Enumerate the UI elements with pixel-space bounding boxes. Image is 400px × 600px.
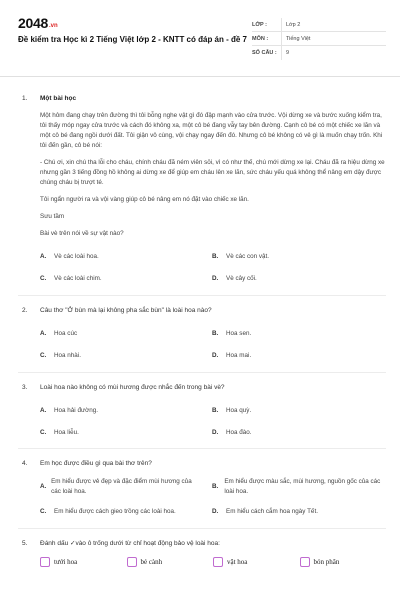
checkbox[interactable] bbox=[40, 557, 50, 567]
option-text: Hoa mai. bbox=[226, 351, 252, 359]
passage-paragraph: - Chú ơi, xin chú tha lỗi cho cháu, chính cháu đã ném viên sỏi, vì có như thế, chú mới dừng xe lại. Cháu đã ra hiệu dừng xe nhưng gần 3 tiếng đồng hồ không ai dừng xe để giúp em cháu lên xe lăn, sức cháu yếu quá không thể nâng em dậy được chúng cháu bị trượt té. bbox=[40, 158, 385, 186]
option-c[interactable] bbox=[40, 504, 212, 520]
option-letter: D. bbox=[212, 275, 219, 283]
option-a[interactable] bbox=[40, 402, 212, 418]
header-left bbox=[18, 10, 250, 45]
meta-row-count bbox=[252, 46, 386, 60]
question-number: 2. bbox=[22, 306, 28, 314]
option-text: Hoa quỳ. bbox=[226, 406, 252, 414]
option-letter: B. bbox=[212, 253, 219, 261]
checkbox[interactable] bbox=[300, 557, 310, 567]
meta-row-subject bbox=[252, 32, 386, 46]
option-text: Em hiểu được cách gieo trồng các loài hoa. bbox=[54, 508, 176, 516]
checkbox[interactable] bbox=[127, 557, 137, 567]
question-title: Câu thơ "Ở bùn mà lại không pha sắc bùn" là loài hoa nào? bbox=[40, 306, 212, 314]
question-number: 4. bbox=[22, 460, 28, 468]
option-text: Em hiểu được màu sắc, mùi hương, nguồn gốc của các loài hoa. bbox=[224, 478, 381, 495]
question-1 bbox=[18, 94, 386, 287]
option-d[interactable] bbox=[212, 271, 384, 287]
answer-options bbox=[40, 249, 386, 287]
meta-table bbox=[252, 10, 386, 60]
option-text: Hoa cúc bbox=[54, 329, 78, 337]
meta-row-class bbox=[252, 18, 386, 32]
option-b[interactable] bbox=[212, 402, 384, 418]
option-letter: C. bbox=[40, 351, 47, 359]
option-letter: C. bbox=[40, 275, 47, 283]
option-letter: D. bbox=[212, 351, 219, 359]
meta-value: 9 bbox=[286, 50, 290, 56]
checkbox[interactable] bbox=[213, 557, 223, 567]
option-d[interactable] bbox=[212, 348, 384, 364]
option-d[interactable] bbox=[212, 424, 384, 440]
question-4 bbox=[18, 459, 386, 520]
option-letter: B. bbox=[212, 482, 219, 490]
question-title: Đánh dấu ✓vào ô trống dưới từ chỉ hoạt động bảo vệ loài hoa: bbox=[40, 540, 220, 547]
meta-value: Lớp 2 bbox=[286, 21, 301, 28]
meta-key: LỚP : bbox=[252, 18, 282, 32]
option-text: Em hiểu cách cắm hoa ngày Tết. bbox=[226, 508, 318, 516]
answer-options bbox=[40, 326, 386, 364]
answer-options bbox=[40, 477, 386, 520]
checkbox-row bbox=[40, 557, 386, 568]
option-letter: C. bbox=[40, 508, 47, 516]
option-text: Em hiểu được vẻ đẹp và đặc điểm mùi hương của các loài hoa. bbox=[51, 478, 192, 495]
checkbox-item[interactable] bbox=[40, 557, 127, 568]
option-letter: C. bbox=[40, 428, 47, 436]
question-title: Loài hoa nào không có mùi hương được nhắc đến trong bài vè? bbox=[40, 383, 225, 391]
option-text: Hoa liễu. bbox=[54, 428, 79, 436]
passage-paragraph: Tôi ngẩn người ra và vội vàng giúp cô bé nâng em nó đặt vào chiếc xe lăn. bbox=[40, 195, 249, 203]
checkbox-label: bẻ cành bbox=[140, 557, 163, 566]
header-divider bbox=[0, 76, 400, 77]
answer-options bbox=[40, 402, 386, 440]
meta-value: Tiếng Việt bbox=[286, 35, 311, 42]
option-text: Vè các loài chim. bbox=[54, 275, 102, 282]
option-c[interactable] bbox=[40, 271, 212, 287]
checkbox-item[interactable] bbox=[127, 557, 214, 568]
meta-key: MÔN : bbox=[252, 32, 282, 46]
question-divider bbox=[18, 448, 386, 449]
option-text: Vè các loài hoa. bbox=[54, 253, 99, 260]
logo-suffix: .vn bbox=[48, 23, 58, 29]
question-divider bbox=[18, 528, 386, 529]
option-letter: D. bbox=[212, 508, 219, 516]
question-divider bbox=[18, 372, 386, 373]
passage-paragraph: Một hôm đang chạy trên đường thì tôi bỗng nghe vật gì đó đập mạnh vào cửa trước. Vội dừng xe và bước xuống kiểm tra, tôi thấy móp ngay cửa trước và cách đó không xa, một cô bé đang vẫy tay bên đường. Cạnh cô bé có một chiếc xe lăn và một cô bé đang ngồi dưới đất. Tôi giận vô cùng, vội chạy ngay đến đó. Nhưng cô bé không có vẻ gì là muốn chạy trốn. Khi tôi đến gần, cô bé nói: bbox=[40, 111, 383, 149]
question-divider bbox=[18, 295, 386, 296]
reading-passage bbox=[40, 111, 386, 239]
option-text: Hoa hải đường. bbox=[54, 406, 99, 414]
option-letter: A. bbox=[40, 329, 47, 337]
option-letter: A. bbox=[40, 482, 47, 490]
site-logo[interactable] bbox=[18, 14, 250, 30]
option-a[interactable] bbox=[40, 477, 212, 496]
option-a[interactable] bbox=[40, 326, 212, 342]
option-b[interactable] bbox=[212, 326, 384, 342]
option-text: Hoa đào. bbox=[226, 428, 252, 436]
question-number: 5. bbox=[22, 540, 28, 547]
option-letter: D. bbox=[212, 428, 219, 436]
option-text: Hoa nhài. bbox=[54, 351, 81, 359]
document-title: Đề kiểm tra Học kì 2 Tiếng Việt lớp 2 - KNTT có đáp án - đề 7 bbox=[18, 35, 248, 44]
option-b[interactable] bbox=[212, 249, 384, 265]
question-number: 3. bbox=[22, 383, 28, 391]
document-header bbox=[18, 10, 386, 76]
option-letter: B. bbox=[212, 329, 219, 337]
option-b[interactable] bbox=[212, 477, 384, 496]
question-prompt: Bài vè trên nói về sự vật nào? bbox=[40, 229, 124, 237]
option-letter: B. bbox=[212, 406, 219, 414]
option-c[interactable] bbox=[40, 348, 212, 364]
meta-key: SỐ CÂU : bbox=[252, 46, 282, 60]
checkbox-label: bón phân bbox=[313, 557, 340, 566]
checkbox-item[interactable] bbox=[300, 557, 387, 568]
question-2 bbox=[18, 306, 386, 364]
option-letter: A. bbox=[40, 253, 47, 261]
option-c[interactable] bbox=[40, 424, 212, 440]
checkbox-label: tưới hoa bbox=[54, 557, 78, 566]
checkbox-label: vặt hoa bbox=[227, 557, 248, 566]
question-5 bbox=[18, 539, 386, 567]
option-text: Vè cây cối. bbox=[226, 275, 257, 282]
option-d[interactable] bbox=[212, 504, 384, 520]
question-3 bbox=[18, 383, 386, 441]
passage-source: Sưu tầm bbox=[40, 212, 65, 220]
option-letter: A. bbox=[40, 406, 47, 414]
question-number: 1. bbox=[22, 95, 28, 102]
question-title: Một bài học bbox=[40, 95, 77, 102]
option-a[interactable] bbox=[40, 249, 212, 265]
option-text: Hoa sen. bbox=[226, 329, 252, 337]
question-title: Em học được điều gì qua bài thơ trên? bbox=[40, 460, 152, 468]
checkbox-item[interactable] bbox=[213, 557, 300, 568]
option-text: Vè các con vật. bbox=[226, 253, 270, 260]
logo-number: 2048 bbox=[18, 15, 48, 31]
